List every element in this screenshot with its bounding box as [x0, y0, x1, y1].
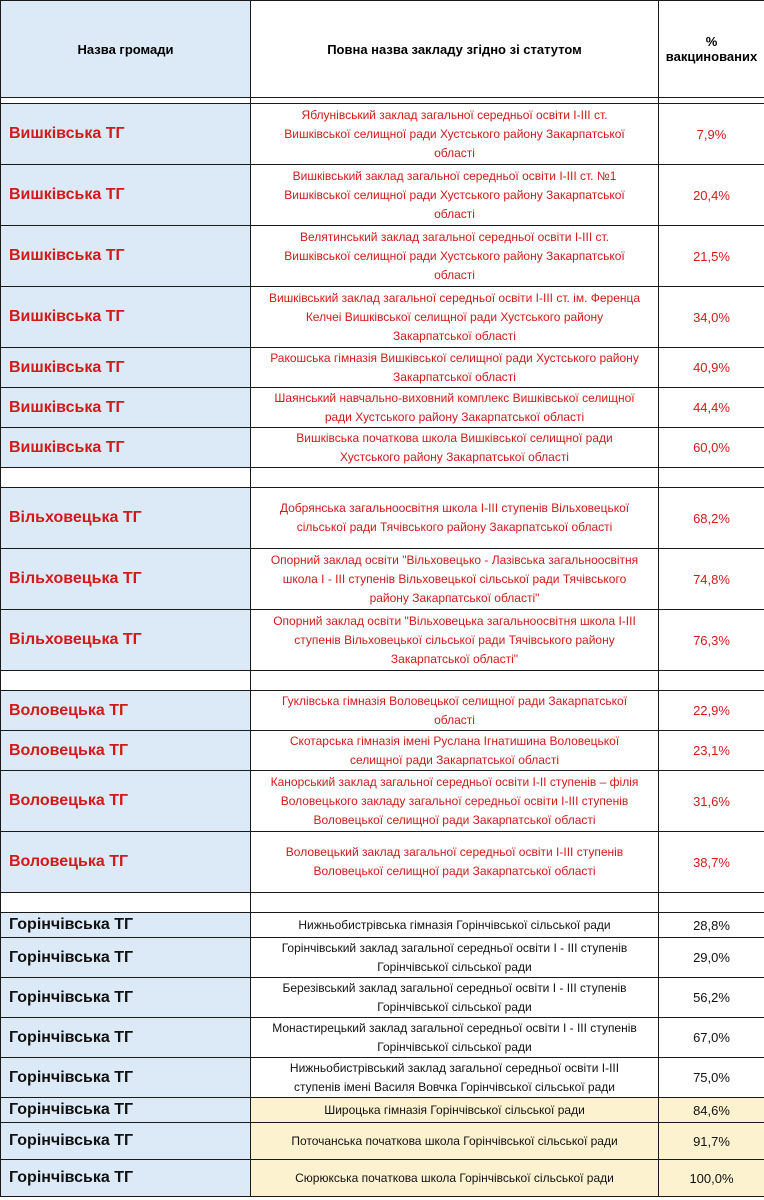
header-community: Назва громади	[1, 1, 251, 98]
school-name-line: області	[434, 267, 475, 282]
table-row	[1, 1018, 764, 1058]
school-name-line: району Закарпатської області"	[369, 590, 540, 605]
school-name	[251, 832, 659, 893]
table-row	[1, 1123, 764, 1160]
group-separator-row	[1, 671, 764, 691]
vaccination-percent: 34,0%	[659, 287, 764, 348]
school-name-line: області	[434, 712, 475, 727]
vaccination-percent: 100,0%	[659, 1160, 764, 1197]
school-name-line: Нижньобистрівський заклад загальної середньої освіти І-ІІІ	[289, 1060, 620, 1075]
school-name	[251, 938, 659, 978]
school-name-line: Велятинський заклад загальної середньої освіти І-ІІІ ст.	[300, 229, 609, 244]
school-name	[251, 771, 659, 832]
school-name-line: Опорний заклад освіти "Вільховецька загальноосвітня школа І-ІІІ	[273, 613, 636, 628]
header-row	[1, 1, 764, 98]
community-name: Вишківська ТГ	[1, 388, 251, 428]
school-name-line: Березівський заклад загальної середньої освіти І - ІІІ ступенів	[282, 980, 627, 995]
community-name: Горінчівська ТГ	[1, 1018, 251, 1058]
header-percent	[659, 1, 764, 98]
vaccination-percent: 74,8%	[659, 549, 764, 610]
header-school-name: Повна назва закладу згідно зі статутом	[251, 1, 659, 98]
school-name-line: Вишківський заклад загальної середньої освіти І-ІІІ ст. №1	[292, 168, 617, 183]
empty-cell	[251, 468, 659, 488]
school-name-line: ради Хустського району Закарпатської області	[324, 409, 585, 424]
community-name: Горінчівська ТГ	[1, 938, 251, 978]
vaccination-percent: 20,4%	[659, 165, 764, 226]
vaccination-percent: 31,6%	[659, 771, 764, 832]
school-name-line: Добрянська загальноосвітня школа І-ІІІ ступенів Вільховецької	[279, 501, 630, 515]
table-row	[1, 388, 764, 428]
school-name-line: Горінчівської сільської ради	[377, 959, 532, 974]
group-separator-row	[1, 468, 764, 488]
vaccination-percent: 68,2%	[659, 488, 764, 549]
vaccination-percent: 22,9%	[659, 691, 764, 731]
community-name: Горінчівська ТГ	[1, 1098, 251, 1123]
school-name	[251, 610, 659, 671]
school-name	[251, 388, 659, 428]
header-percent-sign: %	[705, 34, 718, 49]
vaccination-percent: 38,7%	[659, 832, 764, 893]
community-name: Горінчівська ТГ	[1, 1160, 251, 1197]
school-name-line: Закарпатської області"	[390, 651, 519, 666]
vaccination-percent: 75,0%	[659, 1058, 764, 1098]
school-name	[251, 428, 659, 468]
school-name-line: Горінчівський заклад загальної середньої освіти І - ІІІ ступенів	[281, 940, 628, 955]
school-name	[251, 226, 659, 287]
community-name: Вільховецька ТГ	[1, 610, 251, 671]
vaccination-percent: 76,3%	[659, 610, 764, 671]
vaccination-percent: 91,7%	[659, 1123, 764, 1160]
school-name-line: Поточанська початкова школа Горінчівської сільської ради	[291, 1133, 618, 1148]
school-name-line: Монастирецький заклад загальної середньої освіти І - ІІІ ступенів	[272, 1020, 637, 1035]
community-name: Вільховецька ТГ	[1, 488, 251, 549]
community-name: Горінчівська ТГ	[1, 913, 251, 938]
community-name: Вишківська ТГ	[1, 287, 251, 348]
community-name: Воловецька ТГ	[1, 691, 251, 731]
vaccination-percent: 40,9%	[659, 348, 764, 388]
empty-cell	[251, 893, 659, 913]
empty-cell	[1, 893, 251, 913]
empty-cell	[251, 671, 659, 691]
table-row	[1, 1058, 764, 1098]
school-name-line: Ракошська гімназія Вишківської селищної ради Хустського району	[270, 350, 639, 365]
community-name: Вишківська ТГ	[1, 348, 251, 388]
table-row	[1, 913, 764, 938]
school-name	[251, 1123, 659, 1160]
community-name: Вільховецька ТГ	[1, 549, 251, 610]
vaccination-percent: 56,2%	[659, 978, 764, 1018]
table-row	[1, 488, 764, 549]
school-name	[251, 1058, 659, 1098]
school-name-line: Келчеі Вишківської селищної ради Хустського району	[305, 309, 604, 324]
school-name	[251, 165, 659, 226]
table-body	[1, 98, 764, 1197]
table-row	[1, 104, 764, 165]
school-name	[251, 549, 659, 610]
community-name: Горінчівська ТГ	[1, 1123, 251, 1160]
table-row	[1, 549, 764, 610]
school-name-line: Горінчівської сільської ради	[377, 999, 532, 1014]
table-row	[1, 771, 764, 832]
school-name	[251, 104, 659, 165]
community-name: Воловецька ТГ	[1, 832, 251, 893]
school-name-line: Закарпатської області	[393, 328, 516, 343]
school-name	[251, 488, 659, 549]
vaccination-percent: 23,1%	[659, 731, 764, 771]
school-name	[251, 913, 659, 938]
vaccination-percent: 21,5%	[659, 226, 764, 287]
group-separator-row	[1, 893, 764, 913]
school-name-line: Воловецький заклад загальної середньої освіти І-ІІІ ступенів	[285, 845, 624, 859]
community-name: Воловецька ТГ	[1, 771, 251, 832]
school-name-line: Сюрюкська початкова школа Горінчівської сільської ради	[295, 1170, 614, 1185]
community-name: Воловецька ТГ	[1, 731, 251, 771]
empty-cell	[659, 468, 764, 488]
school-name	[251, 287, 659, 348]
school-name-line: Яблунівський заклад загальної середньої освіти І-ІІІ ст.	[301, 107, 608, 122]
vaccination-percent: 44,4%	[659, 388, 764, 428]
school-name-line: Широцька гімназія Горінчівської сільської ради	[324, 1102, 585, 1117]
community-name: Вишківська ТГ	[1, 104, 251, 165]
vaccination-percent: 28,8%	[659, 913, 764, 938]
community-name: Вишківська ТГ	[1, 428, 251, 468]
school-name-line: Воловецького закладу загальної середньої освіти І-ІІІ ступенів	[280, 793, 629, 808]
school-name-line: ступенів Вільховецької сільської ради Тячівського району	[294, 632, 615, 647]
header-percent-label: вакцинованих	[665, 49, 758, 64]
school-name-line: Закарпатської області	[393, 369, 516, 384]
school-name-line: Вишківської селищної ради Хустського району Закарпатської	[284, 248, 625, 263]
school-name	[251, 1018, 659, 1058]
school-name-line: Опорний заклад освіти "Вільховецько - Лазівська загальноосвітня	[270, 552, 639, 567]
empty-cell	[659, 671, 764, 691]
community-name: Вишківська ТГ	[1, 226, 251, 287]
table-row	[1, 731, 764, 771]
school-name-line: області	[434, 145, 475, 160]
school-name-line: області	[434, 206, 475, 221]
school-name-line: Скотарська гімназія імені Руслана Ігнатишина Воловецької	[289, 733, 620, 748]
school-name-line: Шаянський навчально-виховний комплекс Вишківської селищної	[274, 390, 635, 405]
table-row	[1, 938, 764, 978]
community-name: Горінчівська ТГ	[1, 1058, 251, 1098]
school-name-line: Нижньобистрівська гімназія Горінчівської сільської ради	[298, 917, 611, 932]
empty-cell	[1, 468, 251, 488]
vaccination-percent: 29,0%	[659, 938, 764, 978]
table-row	[1, 832, 764, 893]
empty-cell	[1, 671, 251, 691]
school-name-line: Воловецької селищної ради Закарпатської області	[313, 812, 596, 827]
table-row	[1, 348, 764, 388]
table-row	[1, 1160, 764, 1197]
table-row	[1, 287, 764, 348]
school-name	[251, 731, 659, 771]
community-name: Горінчівська ТГ	[1, 978, 251, 1018]
table-row	[1, 610, 764, 671]
school-name	[251, 978, 659, 1018]
school-name	[251, 1160, 659, 1197]
school-name-line: Вишківський заклад загальної середньої освіти І-ІІІ ст. ім. Ференца	[268, 290, 641, 305]
empty-cell	[659, 893, 764, 913]
school-name-line: Гуклівська гімназія Воловецької селищної ради Закарпатської	[281, 693, 628, 708]
vaccination-percent: 60,0%	[659, 428, 764, 468]
school-name	[251, 691, 659, 731]
school-name-line: Хустського району Закарпатської області	[340, 449, 569, 464]
table-row	[1, 1098, 764, 1123]
school-name-line: Вишківської селищної ради Хустського району Закарпатської	[284, 187, 625, 202]
table-row	[1, 226, 764, 287]
vaccination-percent: 7,9%	[659, 104, 764, 165]
table-row	[1, 428, 764, 468]
school-name-line: ступенів імені Василя Вовчка Горінчівської сільської ради	[294, 1079, 615, 1094]
school-name-line: селищної ради Закарпатської області	[349, 752, 560, 767]
table-row	[1, 978, 764, 1018]
school-name-line: школа І - ІІІ ступенів Вільховецької сільської ради Тячівського	[282, 571, 627, 586]
table-row	[1, 691, 764, 731]
school-name	[251, 1098, 659, 1123]
community-name: Вишківська ТГ	[1, 165, 251, 226]
vaccination-percent: 67,0%	[659, 1018, 764, 1058]
vaccination-percent: 84,6%	[659, 1098, 764, 1123]
school-name-line: сільської ради Тячівського району Закарпатської області	[296, 520, 613, 534]
school-name-line: Вишківська початкова школа Вишківської селищної ради	[296, 430, 613, 445]
school-name-line: Горінчівської сільської ради	[377, 1039, 532, 1054]
school-name-line: Канорський заклад загальної середньої освіти І-ІІ ступенів – філія	[270, 774, 639, 789]
school-name-line: Воловецької селищної ради Закарпатської області	[313, 864, 596, 878]
table-row	[1, 165, 764, 226]
school-name	[251, 348, 659, 388]
school-name-line: Вишківської селищної ради Хустського району Закарпатської	[284, 126, 625, 141]
